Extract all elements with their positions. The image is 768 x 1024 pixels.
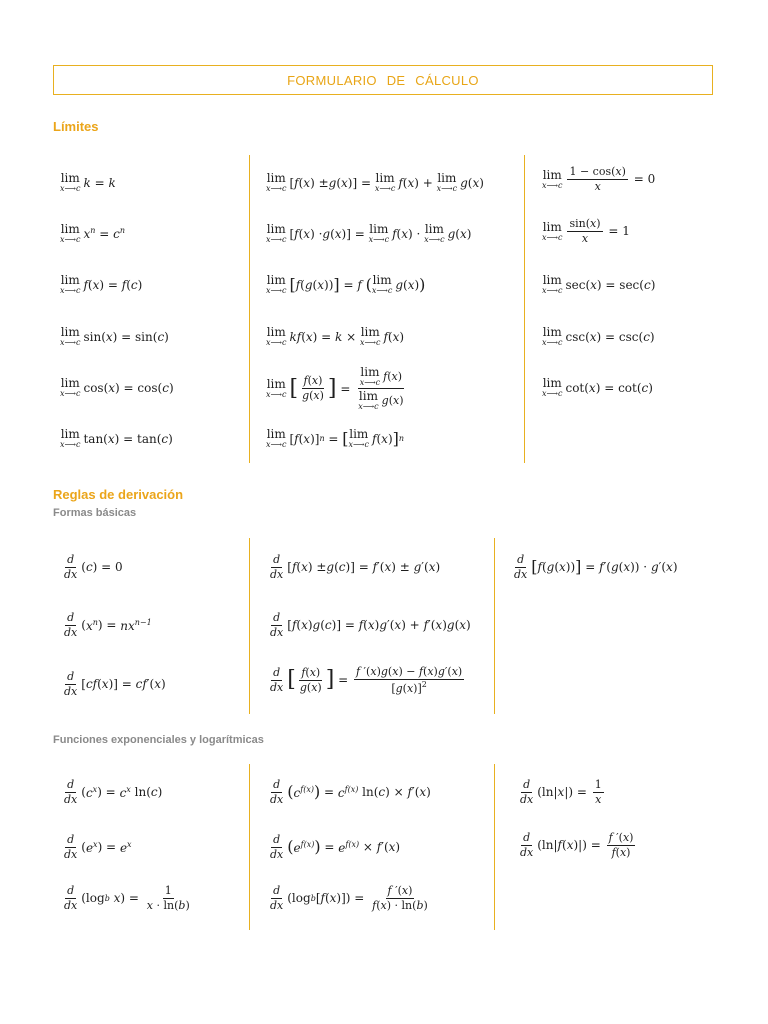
formula-deriv-ln-abs-x: $\frac{d}{dx}$ (ln| x |) = $\frac{1}{x}$ [520,778,602,806]
formula-limit-scalar: lim x⟶c kf ( x ) = k × lim x⟶c f ( x ) [266,325,405,347]
column-divider [524,155,525,463]
formula-deriv-chain-rule: $\frac{d}{dx}$ [ f ( g ( x )) ] = f ′( g ( x )) · g ′( x ) [514,553,678,581]
formula-deriv-constant: $\frac{d}{dx}$ ( c ) = 0 [64,553,123,581]
formula-limit-one-minus-cos: lim x⟶c $\frac{1 - \cos(x)}{x}$ = 0 [542,165,656,193]
section-heading-limites: Límites [53,119,99,134]
formula-deriv-exp-e: $\frac{d}{dx}$ ( $e^x$ ) = $e^x$ [64,833,132,861]
formula-deriv-scalar: $\frac{d}{dx}$ [ cf ( x )] = cf ′( x ) [64,670,166,698]
formula-limit-composition: lim x⟶c [ f ( g ( x )) ] = f ( lim x⟶c g ( x ) ) [266,273,426,295]
formula-limit-power: lim x⟶c $x^n$ = $c^n$ [60,222,125,244]
formula-limit-sin: lim x⟶c sin( x ) = sin( c ) [60,325,169,347]
column-divider [249,155,250,463]
formula-limit-quotient: lim x⟶c [ $\frac{f(x)}{g(x)}$ ] = lim x⟶c f ( x ) lim x⟶c g ( x ) [266,365,404,411]
formula-limit-sec: lim x⟶c sec( x ) = sec( c ) [542,273,656,295]
formula-limit-product: lim x⟶c [ f ( x ) · g ( x )] = lim x⟶c f ( x ) · lim x⟶c g ( x ) [266,222,472,244]
page-title: FORMULARIO DE CÁLCULO [53,65,713,95]
formula-limit-cot: lim x⟶c cot( x ) = cot( c ) [542,376,653,398]
formula-deriv-log-base-function: $\frac{d}{dx}$ (log b [ f ( x )]) = $\frac{f '(x)}{f(x) \cdot \ln(b)}$ [270,884,428,912]
formula-limit-sin-over-x: lim x⟶c $\frac{\sin(x)}{x}$ = 1 [542,217,630,245]
formula-deriv-quotient: $\frac{d}{dx}$ [ $\frac{f(x)}{g(x)}$ ] = $\frac{f '(x)g(x) - f(x)g'(x)}{[g(x)]^2}$ [270,665,463,695]
formula-limit-function: lim x⟶c f ( x ) = f ( c ) [60,273,143,295]
formula-deriv-sum: $\frac{d}{dx}$ [ f ( x ) ± g ( c )] = f ′( x ) ± g ′( x ) [270,553,441,581]
formula-deriv-log-base: $\frac{d}{dx}$ (log b x ) = $\frac{1}{x \cdot \ln(b)}$ [64,884,190,912]
formula-deriv-exponential-function: $\frac{d}{dx}$ ( $c^{f(x)}$ ) = $c^{f(x)}$ ln( c ) × f ′( x ) [270,778,431,806]
subsection-heading-basicas: Formas básicas [53,507,137,519]
formula-limit-power-function: lim x⟶c [ f ( x )] n = [ lim x⟶c f ( x ) ] n [266,427,405,449]
column-divider [249,764,250,930]
formula-deriv-power: $\frac{d}{dx}$ ( $x^n$ ) = $nx^{n-1}$ [64,611,152,639]
formula-limit-tan: lim x⟶c tan( x ) = tan( c ) [60,427,173,449]
formula-deriv-product: $\frac{d}{dx}$ [ f ( x ) g ( c )] = f ( x ) g ′( x ) + f ′( x ) g ( x ) [270,611,471,639]
formula-limit-cos: lim x⟶c cos( x ) = cos( c ) [60,376,174,398]
column-divider [494,764,495,930]
formula-deriv-exp-e-function: $\frac{d}{dx}$ ( $e^{f(x)}$ ) = $e^{f(x)}$ × f ′( x ) [270,833,401,861]
formula-limit-csc: lim x⟶c csc( x ) = csc( c ) [542,325,655,347]
formula-limit-constant: lim x⟶c k = k [60,171,116,193]
column-divider [494,538,495,714]
formula-deriv-exponential: $\frac{d}{dx}$ ( $c^x$ ) = $c^x$ ln( c ) [64,778,163,806]
formula-deriv-ln-abs-function: $\frac{d}{dx}$ (ln| f ( x )|) = $\frac{f '(x)}{f(x)}$ [520,831,634,859]
section-heading-derivacion: Reglas de derivación [53,487,184,502]
formula-limit-sum: lim x⟶c [ f ( x ) ± g ( x )] = lim x⟶c f ( x ) + lim x⟶c g ( x ) [266,171,484,193]
column-divider [249,538,250,714]
subsection-heading-exponenciales: Funciones exponenciales y logarítmicas [53,734,264,746]
